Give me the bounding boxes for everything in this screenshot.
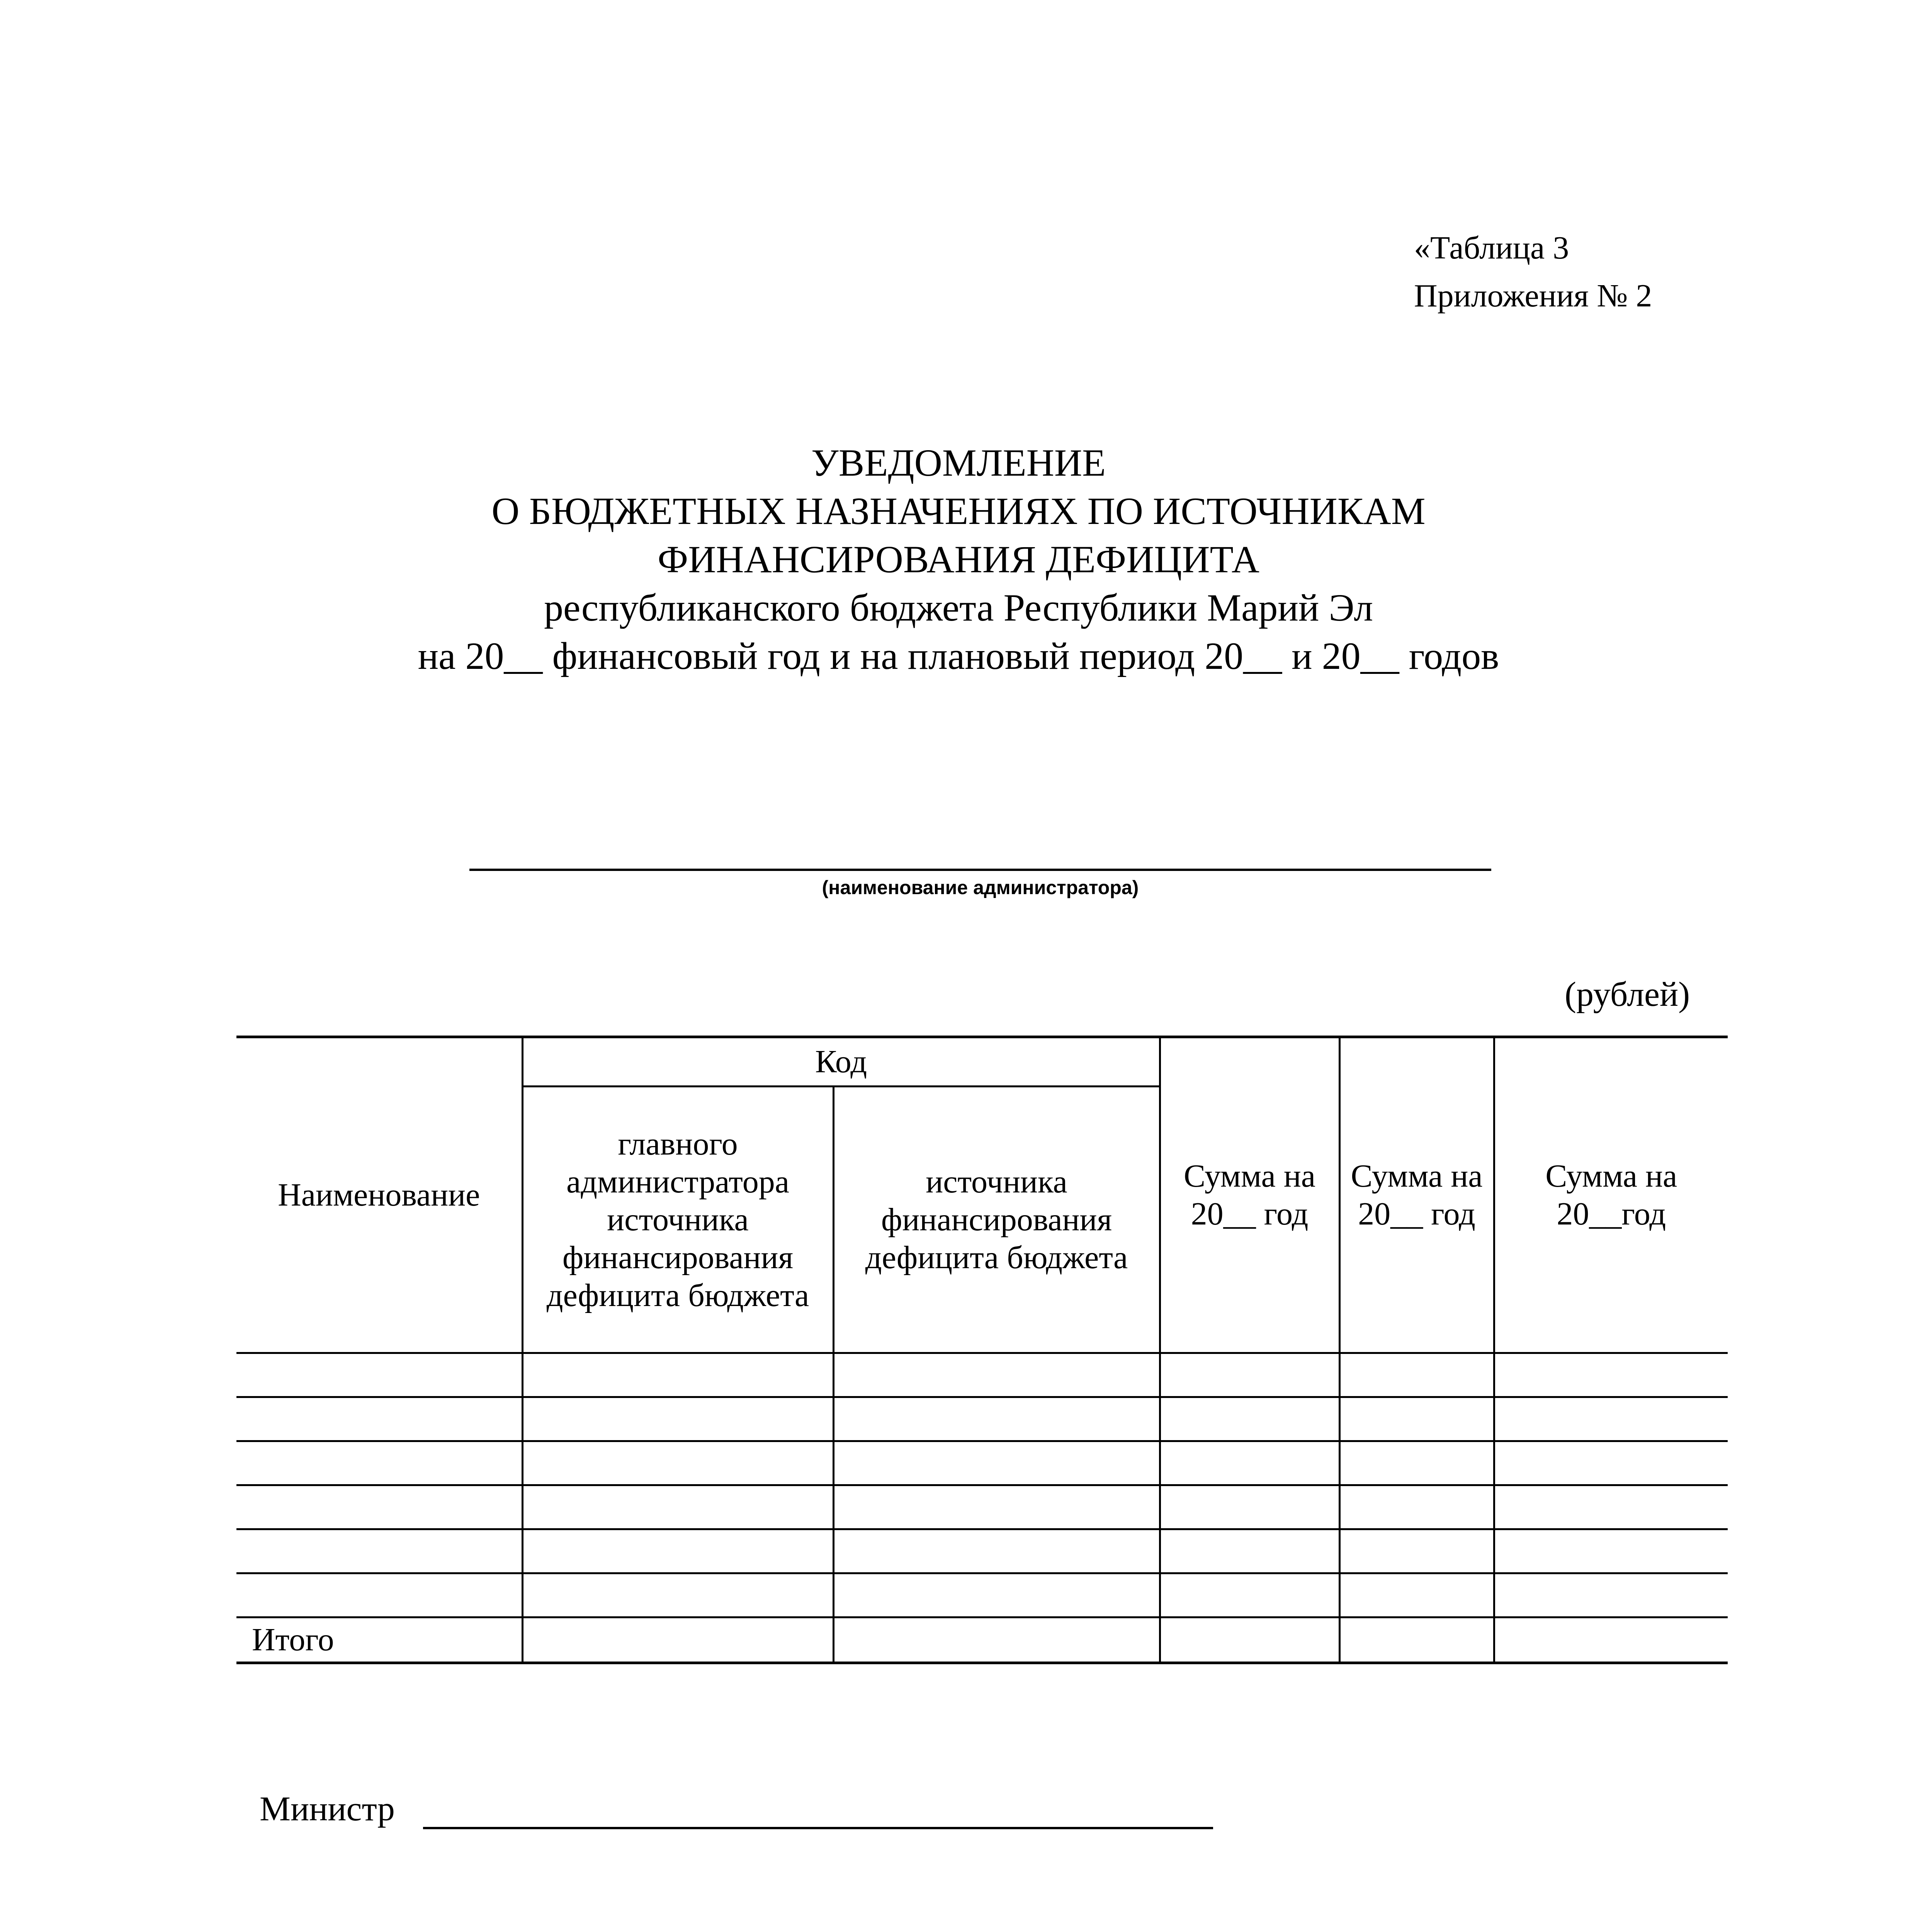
title-line-2: О БЮДЖЕТНЫХ НАЗНАЧЕНИЯХ ПО ИСТОЧНИКАМ — [491, 490, 1426, 532]
header-sum-2: Сумма на 20__ год — [1339, 1037, 1494, 1353]
header-name: Наименование — [236, 1037, 522, 1353]
header-code: Код — [522, 1037, 1160, 1087]
header-code-main-admin: главного администратора источника финансирования дефицита бюджета — [522, 1087, 833, 1353]
title-line-4: республиканского бюджета Республики Марий Эл — [544, 586, 1373, 629]
table-header-row — [236, 1037, 1728, 1087]
document-title — [0, 439, 1917, 680]
minister-signature-label: Министр — [260, 1790, 395, 1828]
table-row — [236, 1397, 1728, 1441]
budget-table — [236, 1036, 1728, 1664]
total-label: Итого — [236, 1617, 522, 1663]
table-row — [236, 1485, 1728, 1529]
minister-signature-line — [423, 1827, 1213, 1829]
units-label: (рублей) — [1565, 975, 1690, 1014]
header-sum-3: Сумма на 20__год — [1494, 1037, 1728, 1353]
appendix-number: Приложения № 2 — [1414, 278, 1652, 314]
table-reference — [1414, 224, 1652, 320]
header-sum-1: Сумма на 20__ год — [1160, 1037, 1339, 1353]
administrator-name-line — [469, 869, 1491, 871]
title-line-3: ФИНАНСИРОВАНИЯ ДЕФИЦИТА — [658, 538, 1259, 581]
title-line-1: УВЕДОМЛЕНИЕ — [811, 441, 1106, 484]
table-row — [236, 1573, 1728, 1617]
header-code-source: источника финансирования дефицита бюджета — [833, 1087, 1160, 1353]
table-row — [236, 1529, 1728, 1573]
administrator-caption: (наименование администратора) — [822, 877, 1139, 898]
table-row — [236, 1353, 1728, 1397]
title-line-5: на 20__ финансовый год и на плановый период 20__ и 20__ годов — [418, 634, 1499, 677]
table-row — [236, 1441, 1728, 1485]
table-total-row — [236, 1617, 1728, 1663]
table-number: «Таблица 3 — [1414, 230, 1569, 266]
